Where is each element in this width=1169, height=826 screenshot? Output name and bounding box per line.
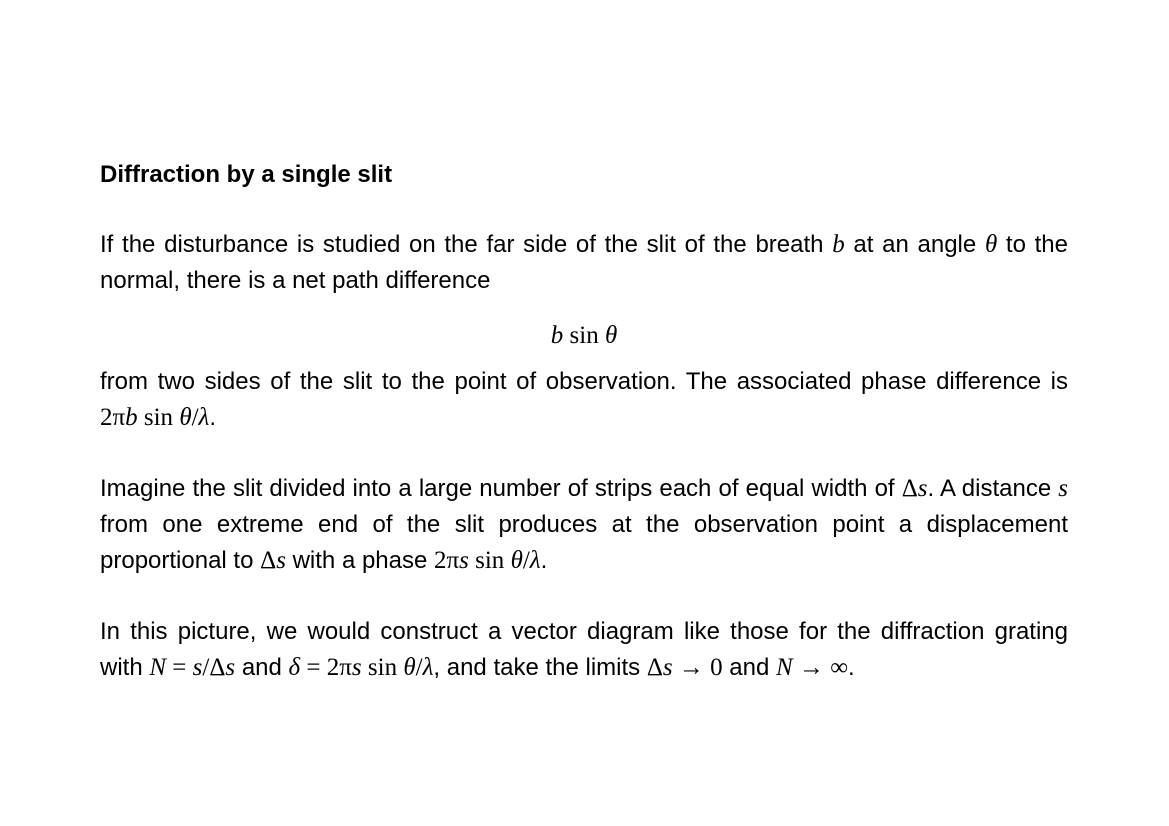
math-sin: sin — [137, 404, 180, 431]
math-sin: sin — [468, 547, 511, 574]
math-delta: Δ — [260, 547, 277, 574]
math-sin: sin — [361, 654, 404, 681]
math-arrow-zero: → 0 — [672, 654, 723, 681]
math-theta: θ — [984, 231, 998, 258]
display-equation — [100, 318, 1068, 354]
math-lambda: λ — [422, 654, 434, 681]
math-delta: Δ — [646, 654, 663, 681]
math-equals: = — [166, 654, 193, 681]
math-2pi: 2π — [434, 547, 460, 574]
math-N-definition — [149, 654, 235, 681]
math-N: N — [149, 654, 167, 681]
math-b: b — [125, 404, 138, 431]
math-slash: / — [415, 654, 423, 681]
text-run: Imagine the slit divided into a large number of strips each of equal width of — [100, 475, 902, 502]
math-s: s — [225, 654, 236, 681]
text-run: . — [540, 547, 548, 574]
math-arrow-infinity: → ∞ — [792, 654, 849, 681]
text-run: . A distance — [927, 475, 1059, 502]
paragraph-path-difference — [100, 227, 1068, 299]
math-small-delta: δ — [288, 654, 301, 681]
text-run: from two sides of the slit to the point of observation. The associated phase difference is — [100, 368, 1068, 395]
math-delta: Δ — [209, 654, 226, 681]
math-s: s — [192, 654, 203, 681]
math-slash: / — [191, 404, 199, 431]
paragraph-phase-difference — [100, 364, 1068, 436]
text-run: , and take the limits — [433, 654, 647, 681]
math-slash: / — [202, 654, 210, 681]
math-slash: / — [522, 547, 530, 574]
math-theta: θ — [179, 404, 192, 431]
text-run: . — [209, 404, 217, 431]
math-delta-definition — [289, 654, 434, 681]
math-s: s — [662, 654, 673, 681]
math-limit-N — [776, 654, 848, 681]
text-run: If the disturbance is studied on the far side of the slit of the breath — [100, 231, 833, 258]
math-phase-expression — [100, 404, 209, 431]
math-delta: Δ — [901, 475, 918, 502]
text-run: . — [848, 654, 855, 681]
math-2pi: 2π — [100, 404, 126, 431]
math-sin: sin — [563, 322, 605, 349]
math-2pi: 2π — [326, 654, 352, 681]
math-s: s — [459, 547, 469, 574]
math-theta: θ — [510, 547, 523, 574]
text-run: and — [722, 654, 777, 681]
math-s: s — [276, 547, 286, 574]
math-s: s — [351, 654, 362, 681]
math-theta: θ — [604, 322, 618, 349]
math-N: N — [776, 654, 793, 681]
math-delta-s — [902, 475, 928, 502]
math-s: s — [1058, 475, 1069, 502]
math-equals: = — [300, 654, 327, 681]
math-lambda: λ — [529, 547, 541, 574]
math-s: s — [917, 475, 928, 502]
document-page — [100, 155, 1068, 686]
text-run: to the normal, there is a net path difference — [100, 231, 1068, 294]
text-run: from one extreme end of the slit produces at the observation point a displacement proportional to — [100, 511, 1068, 574]
text-run: In this picture, we would construct a vector diagram like those for the diffraction grating with — [100, 618, 1068, 681]
text-run: and — [235, 654, 289, 681]
text-run: with a phase — [285, 547, 435, 574]
text-run: at an angle — [844, 231, 985, 258]
math-delta-s — [260, 547, 286, 574]
paragraph-strips — [100, 471, 1068, 579]
math-lambda: λ — [198, 404, 210, 431]
math-limit-delta-s — [647, 654, 723, 681]
paragraph-vector-diagram — [100, 614, 1068, 686]
section-title: Diffraction by a single slit — [100, 161, 393, 188]
math-b: b — [550, 322, 564, 349]
math-phase-expression — [434, 547, 541, 574]
math-theta: θ — [403, 654, 416, 681]
math-b: b — [832, 231, 845, 258]
